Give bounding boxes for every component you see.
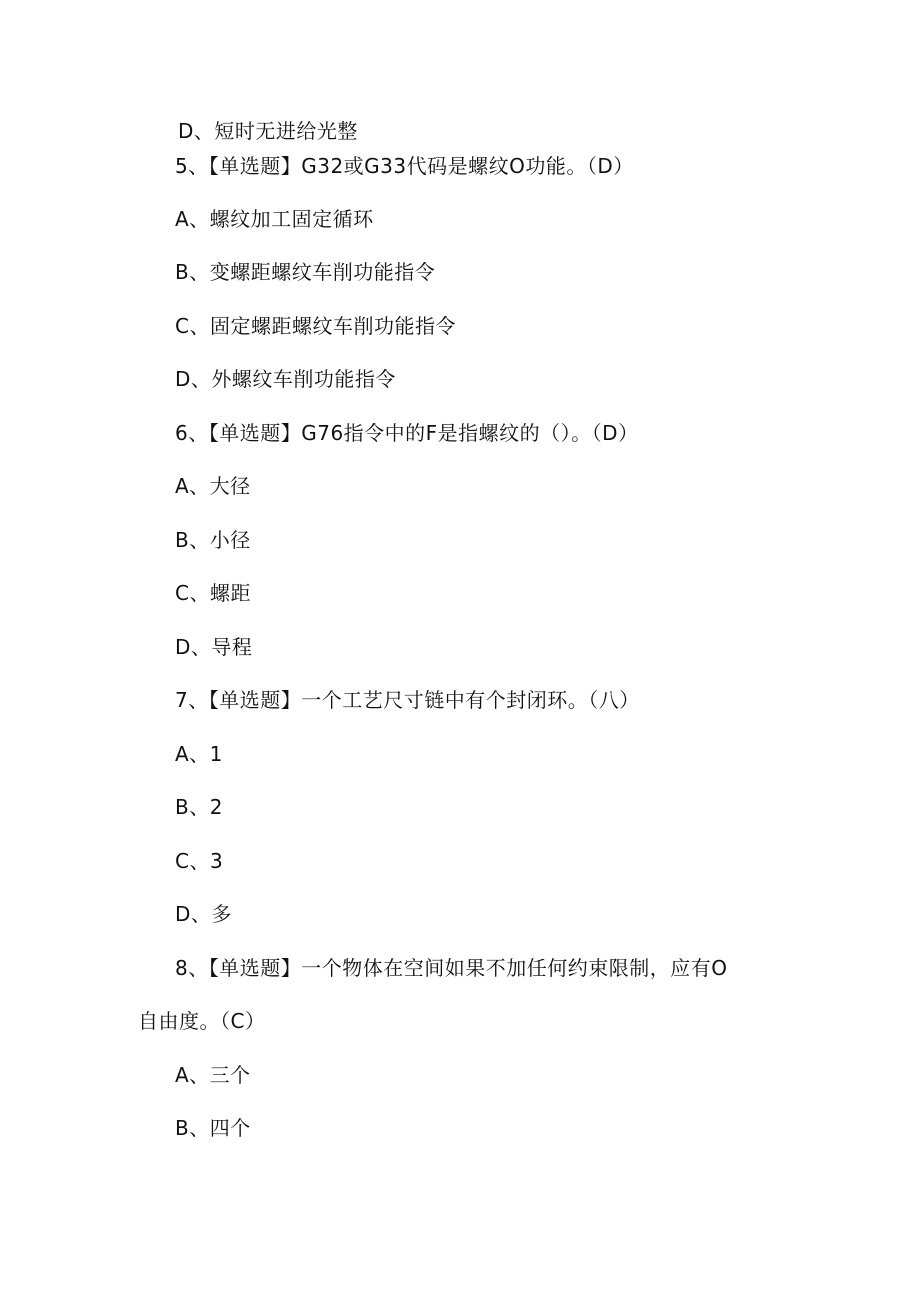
q8-option-a: A、三个 (175, 1063, 251, 1087)
q5-option-c: C、固定螺距螺纹车削功能指令 (175, 314, 456, 338)
q7-option-a: A、1 (175, 742, 223, 766)
q5-question: 5、【单选题】G32或G33代码是螺纹O功能。（D） (175, 154, 634, 178)
q5-option-b: B、变螺距螺纹车削功能指令 (175, 260, 436, 284)
q6-option-c: C、螺距 (175, 581, 251, 605)
q7-question: 7、【单选题】一个工艺尺寸链中有个封闭环。（八） (175, 688, 640, 712)
q5-option-a: A、螺纹加工固定循环 (175, 207, 374, 231)
q6-option-a: A、大径 (175, 474, 251, 498)
q7-option-c: C、3 (175, 849, 224, 873)
q6-question: 6、【单选题】G76指令中的F是指螺纹的（）。（D） (175, 421, 639, 445)
q7-option-b: B、2 (175, 795, 223, 819)
q5-option-d: D、外螺纹车削功能指令 (175, 367, 396, 391)
q8-question-continued: 自由度。（C） (138, 1009, 266, 1033)
q7-option-d: D、多 (175, 902, 232, 926)
q8-question: 8、【单选题】一个物体在空间如果不加任何约束限制，应有O (175, 956, 728, 980)
q6-option-b: B、小径 (175, 528, 251, 552)
q4-option-d: D、短时无进给光整 (178, 119, 358, 143)
q6-option-d: D、导程 (175, 635, 253, 659)
q8-option-b: B、四个 (175, 1116, 251, 1140)
